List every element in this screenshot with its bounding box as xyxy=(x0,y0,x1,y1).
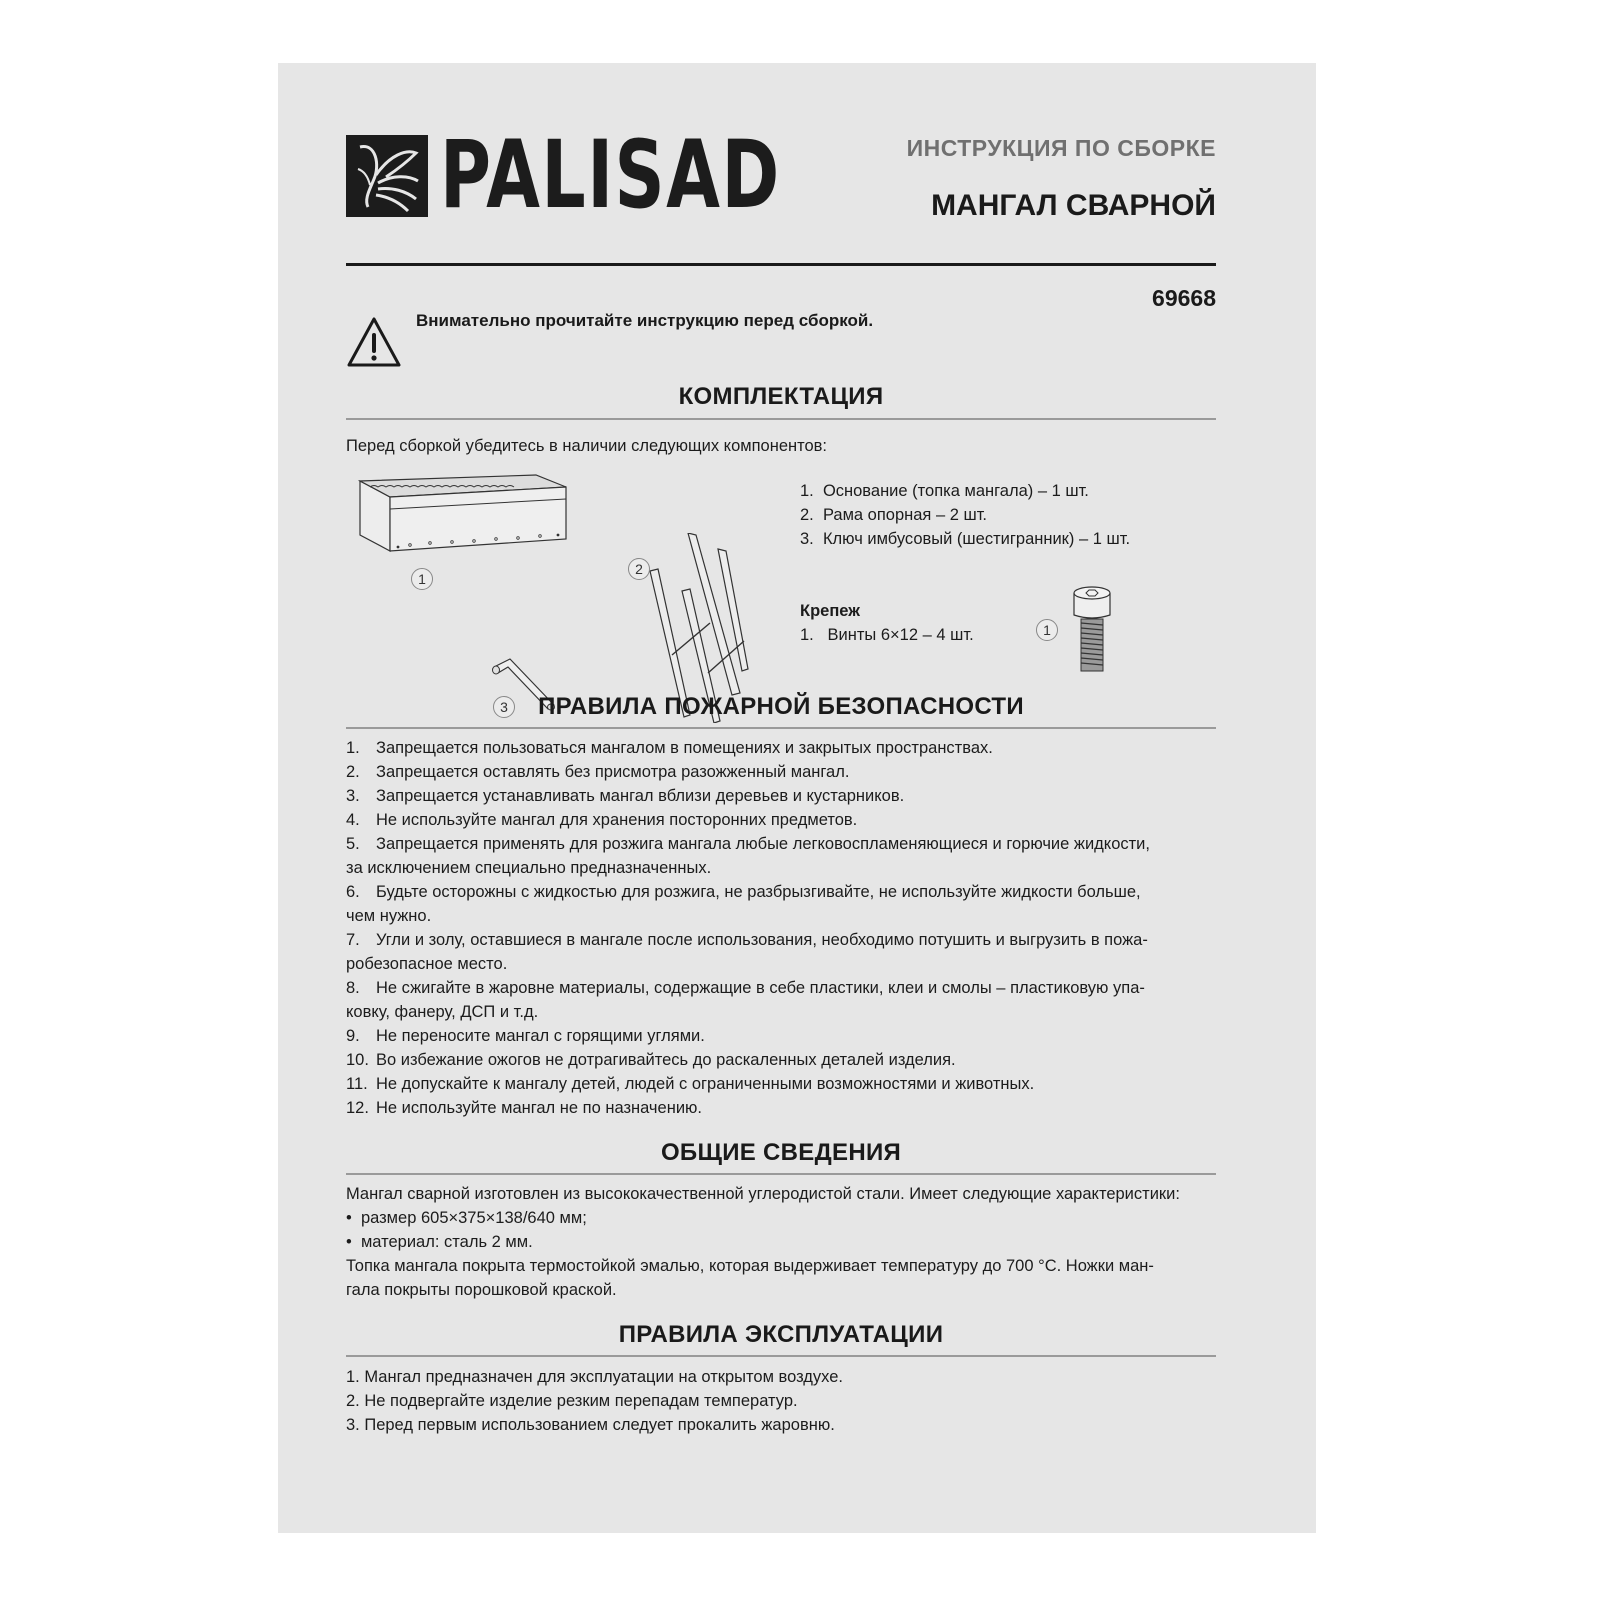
section-title-fire-safety: ПРАВИЛА ПОЖАРНОЙ БЕЗОПАСНОСТИ xyxy=(538,693,1024,720)
callout-hex-key: 3 xyxy=(493,696,515,718)
rule-item-continuation: ковку, фанеру, ДСП и т.д. xyxy=(346,1003,539,1021)
fasteners-title: Крепеж xyxy=(800,602,860,620)
rule-item-continuation: робезопасное место. xyxy=(346,955,508,973)
operation-rule-item: 1. Мангал предназначен для эксплуатации на открытом воздухе. xyxy=(346,1368,843,1386)
base-illustration xyxy=(358,473,568,558)
section-title-contents: КОМПЛЕКТАЦИЯ xyxy=(678,383,884,410)
section-title-operation: ПРАВИЛА ЭКСПЛУАТАЦИИ xyxy=(618,1321,944,1348)
spec-item: • материал: сталь 2 мм. xyxy=(346,1233,533,1251)
rule-item: 6. Будьте осторожны с жидкостью для розжига, не разбрызгивайте, не используйте жидкости больше, xyxy=(346,883,1141,901)
coating-text: Топка мангала покрыта термостойкой эмалью, которая выдерживает температуру до 700 °С. Ножки ман- xyxy=(346,1257,1154,1275)
callout-frame: 2 xyxy=(628,558,650,580)
rule-item: 2. Запрещается оставлять без присмотра разожженный мангал. xyxy=(346,763,850,781)
general-intro: Мангал сварной изготовлен из высококачественной углеродистой стали. Имеет следующие характеристики: xyxy=(346,1185,1180,1203)
operation-rule-item: 2. Не подвергайте изделие резким перепадам температур. xyxy=(346,1392,798,1410)
contents-intro: Перед сборкой убедитесь в наличии следующих компонентов: xyxy=(346,437,828,455)
operation-rules-list xyxy=(346,1365,1216,1437)
callout-screw: 1 xyxy=(1036,619,1058,641)
warning-text: Внимательно прочитайте инструкцию перед сборкой. xyxy=(416,311,874,330)
rule-item: 8. Не сжигайте в жаровне материалы, содержащие в себе пластики, клеи и смолы – пластиковую упа- xyxy=(346,979,1145,997)
brand-name: PALISAD xyxy=(440,121,781,230)
instruction-page xyxy=(278,63,1316,1533)
rule-item: 7. Угли и золу, оставшиеся в мангале после использования, необходимо потушить и выгрузить в пожа- xyxy=(346,931,1148,949)
product-title: МАНГАЛ СВАРНОЙ xyxy=(931,189,1216,222)
parts-list-item: 2. Рама опорная – 2 шт. xyxy=(800,506,988,524)
section-divider xyxy=(346,418,1216,420)
rule-item: 1. Запрещается пользоваться мангалом в помещениях и закрытых пространствах. xyxy=(346,739,993,757)
rule-item: 4. Не используйте мангал для хранения посторонних предметов. xyxy=(346,811,858,829)
parts-list xyxy=(800,479,1130,551)
coating-text: гала покрыты порошковой краской. xyxy=(346,1281,617,1299)
article-number: 69668 xyxy=(1152,285,1216,311)
fasteners-item: 1. Винты 6×12 – 4 шт. xyxy=(800,626,974,644)
section-divider xyxy=(346,1355,1216,1357)
fire-safety-rules-list xyxy=(346,736,1216,1120)
section-title-general: ОБЩИЕ СВЕДЕНИЯ xyxy=(660,1139,902,1166)
spec-item: • размер 605×375×138/640 мм; xyxy=(346,1209,587,1227)
rule-item-continuation: чем нужно. xyxy=(346,907,432,925)
operation-rule-item: 3. Перед первым использованием следует прокалить жаровню. xyxy=(346,1416,835,1434)
parts-list-item: 1. Основание (топка мангала) – 1 шт. xyxy=(800,482,1089,500)
rule-item: 10. Во избежание ожогов не дотрагивайтесь до раскаленных деталей изделия. xyxy=(346,1051,956,1069)
rule-item-continuation: за исключением специально предназначенных. xyxy=(346,859,712,877)
callout-base: 1 xyxy=(411,568,433,590)
rule-item: 5. Запрещается применять для розжига мангала любые легковоспламеняющиеся и горючие жидкости, xyxy=(346,835,1150,853)
section-divider xyxy=(346,1173,1216,1175)
rule-item: 12. Не используйте мангал не по назначению. xyxy=(346,1099,702,1117)
rule-item: 9. Не переносите мангал с горящими углями. xyxy=(346,1027,705,1045)
section-divider xyxy=(346,727,1216,729)
parts-list-item: 3. Ключ имбусовый (шестигранник) – 1 шт. xyxy=(800,530,1131,548)
butterfly-logo-icon xyxy=(346,135,428,217)
rule-item: 3. Запрещается устанавливать мангал вблизи деревьев и кустарников. xyxy=(346,787,905,805)
screw-illustration xyxy=(1070,585,1114,680)
general-info xyxy=(346,1182,1216,1302)
header-divider xyxy=(346,263,1216,266)
brand-logo xyxy=(346,121,900,230)
warning-triangle-icon xyxy=(346,316,402,368)
rule-item: 11. Не допускайте к мангалу детей, людей с ограниченными возможностями и животных. xyxy=(346,1075,1035,1093)
document-type: ИНСТРУКЦИЯ ПО СБОРКЕ xyxy=(906,135,1216,161)
